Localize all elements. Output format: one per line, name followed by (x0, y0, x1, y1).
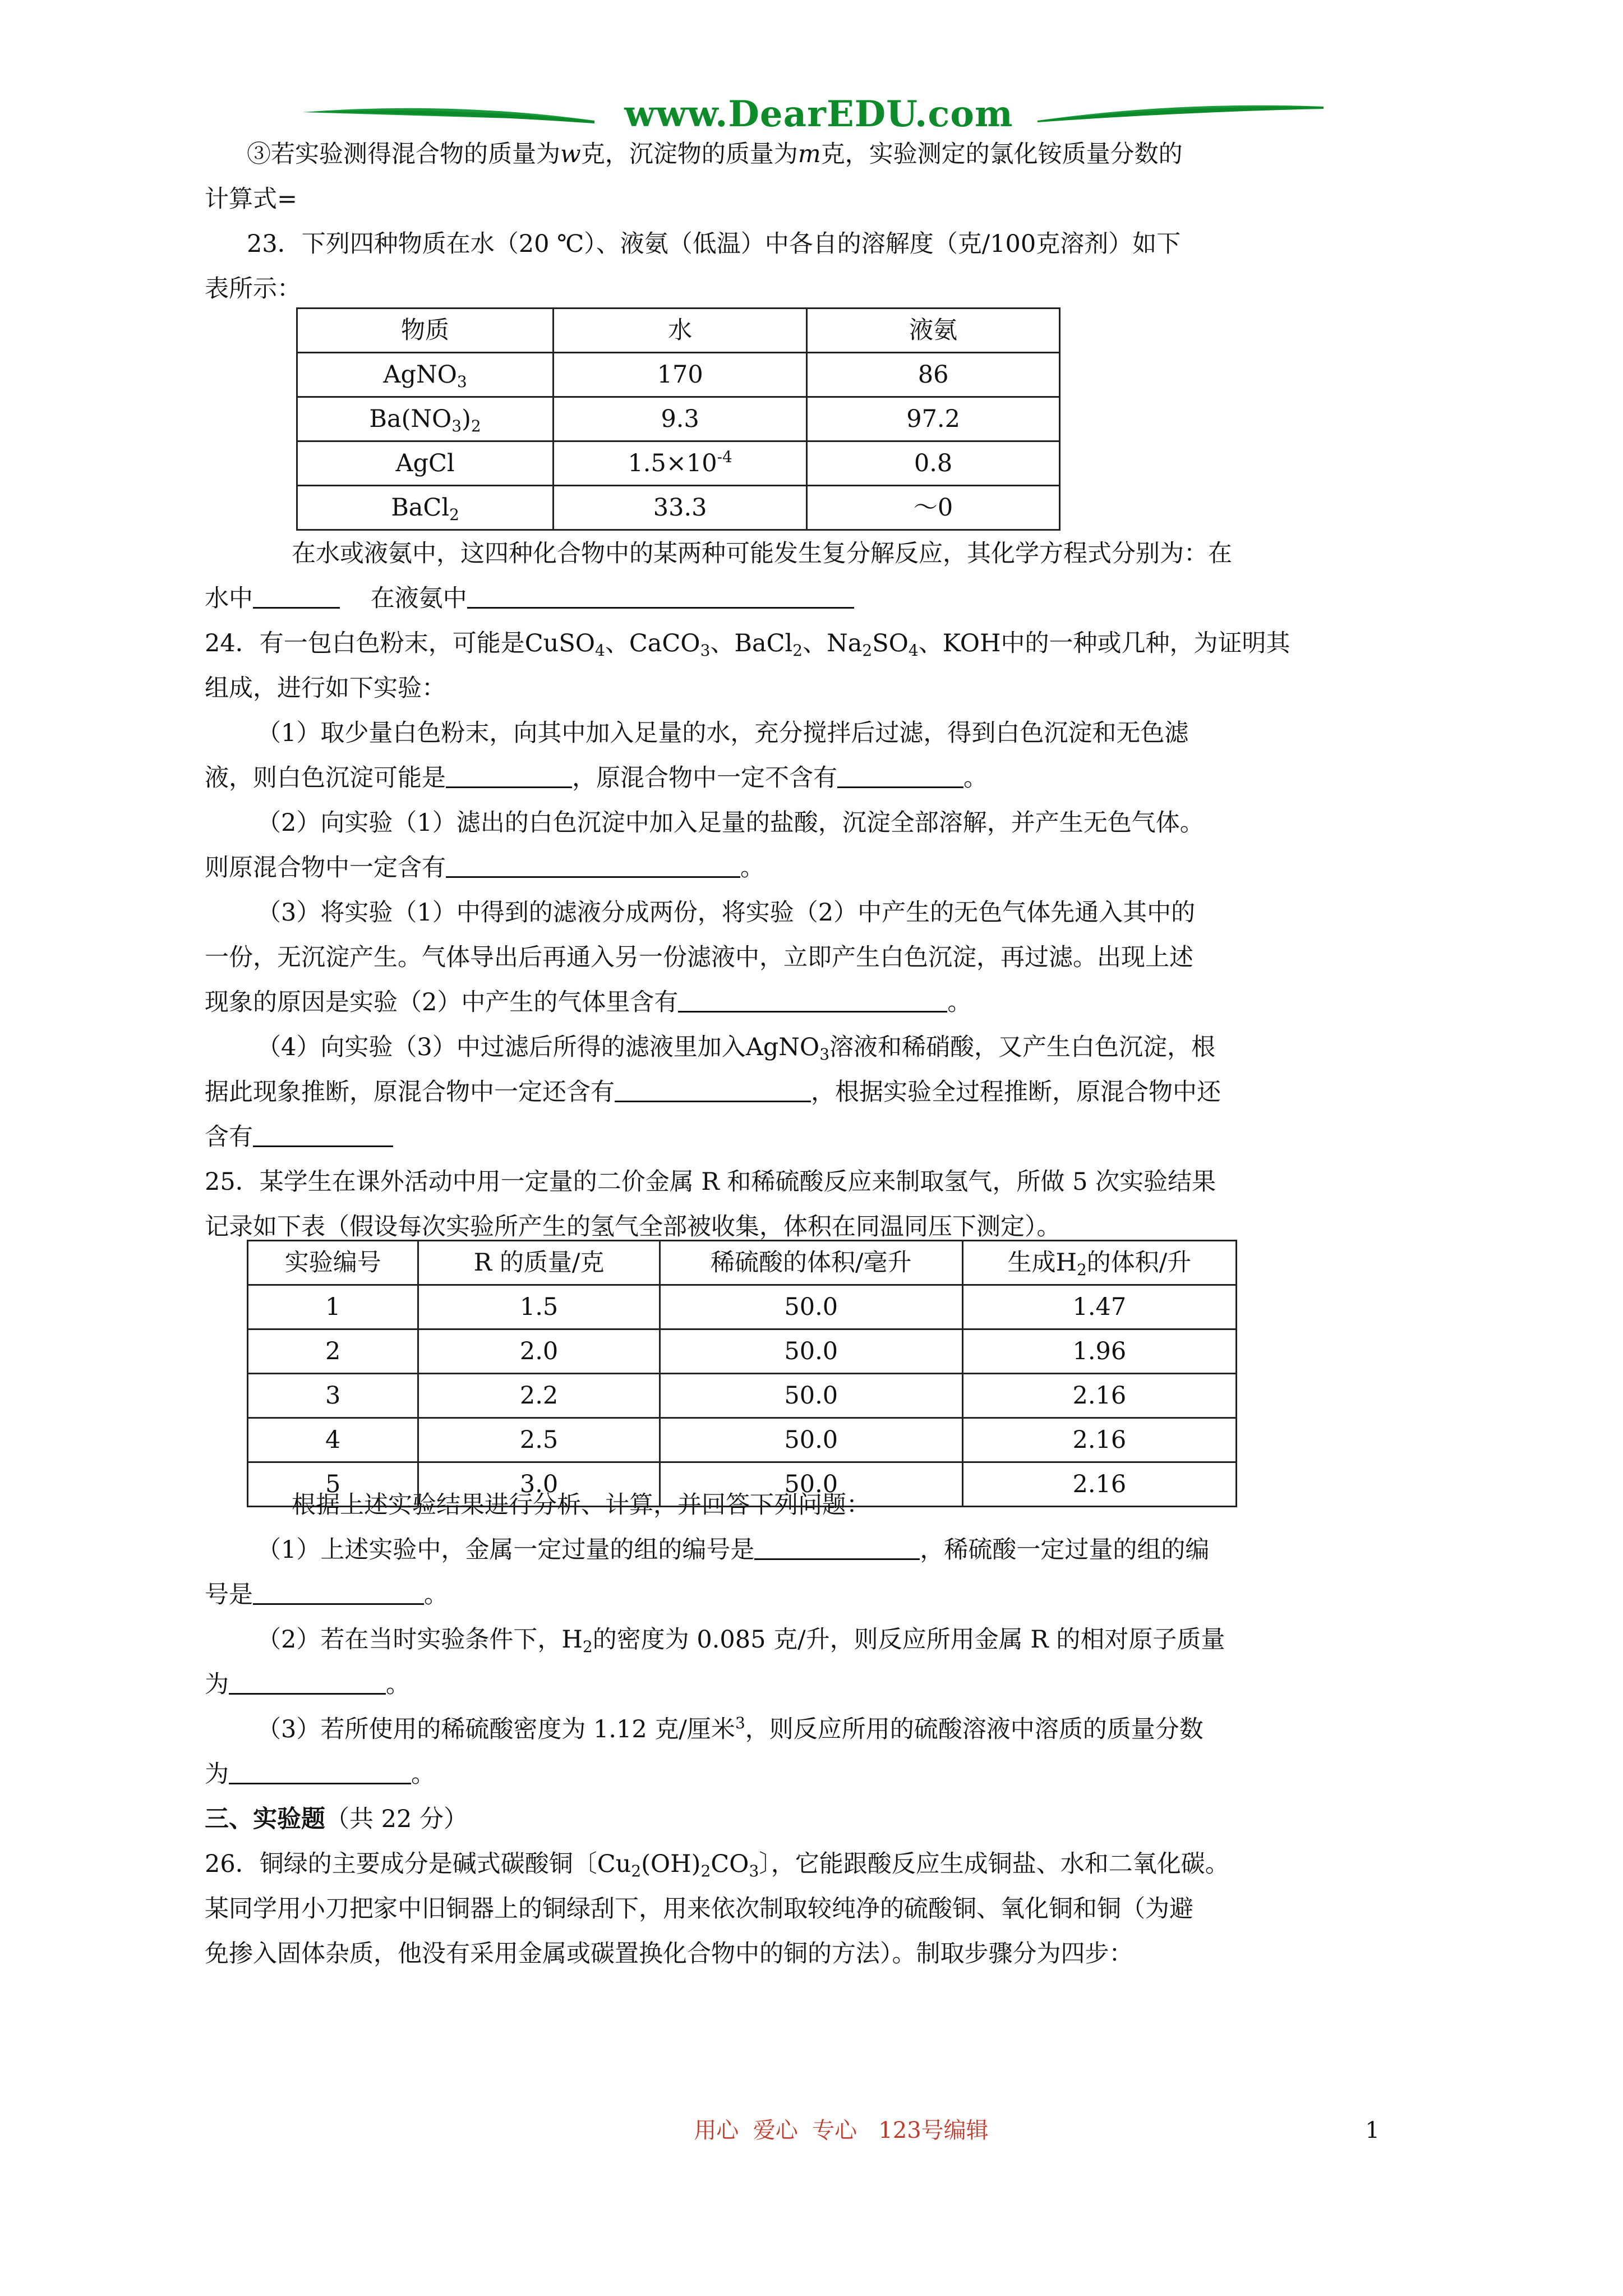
table-cell: 0.8 (807, 441, 1060, 486)
q24-p1-line1: （1）取少量白色粉末，向其中加入足量的水，充分搅拌后过滤，得到白色沉淀和无色滤 (257, 719, 1189, 747)
table-row (297, 353, 1060, 397)
section-heading-experiments: 三、实验题（共 22 分） (205, 1805, 468, 1833)
table-cell: 50.0 (660, 1285, 962, 1329)
table-cell-substance: AgCl (297, 441, 554, 486)
table-header-cell: 生成$H_2$的体积/升 (962, 1241, 1236, 1285)
table-header-cell: 稀硫酸的体积/毫升 (660, 1241, 962, 1285)
q24-p3-line2: 一份，无沉淀产生。气体导出后再通入另一份滤液中，立即产生白色沉淀，再过滤。出现上述 (205, 944, 1193, 972)
q23-intro-line2: 表所示： (205, 275, 301, 303)
q24-p3-line3: 现象的原因是实验（2）中产生的气体里含有 。 (205, 988, 972, 1016)
q25-after: 根据上述实验结果进行分析、计算，并回答下列问题： (292, 1491, 870, 1519)
table-row (297, 486, 1060, 530)
table-cell: 33.3 (554, 486, 807, 530)
table-row (297, 397, 1060, 441)
table-header-cell: 物质 (297, 309, 554, 353)
table-cell: 9.3 (554, 397, 807, 441)
q26-line3: 免掺入固体杂质，他没有采用金属或碳置换化合物中的铜的方法）。制取步骤分为四步： (205, 1940, 1133, 1968)
q24-line1: 24．有一包白色粉末，可能是CuSO$_4$、CaCO$_3$、BaCl$_2$、$Na_2SO_4$、KOH中的一种或几种，为证明其 (205, 629, 1290, 660)
answer-blank[interactable] (253, 1581, 424, 1605)
table-cell: 1.47 (962, 1285, 1236, 1329)
table-row (248, 1329, 1237, 1374)
table-cell: 2.5 (418, 1418, 660, 1462)
q25-p3-line2: 为 。 (205, 1760, 435, 1788)
table-header-row (297, 309, 1060, 353)
table-header-cell: R 的质量/克 (418, 1241, 660, 1285)
answer-blank[interactable] (837, 764, 963, 788)
answer-blank[interactable] (253, 1123, 393, 1147)
table-cell: 4 (248, 1418, 418, 1462)
answer-blank[interactable] (678, 988, 947, 1013)
q24-p2-line2: 则原混合物中一定含有 。 (205, 854, 764, 882)
table-cell: 170 (554, 353, 807, 397)
table-cell: 1.5 (418, 1285, 660, 1329)
q24-line2: 组成，进行如下实验： (205, 674, 446, 702)
q24-p3-line1: （3）将实验（1）中得到的滤液分成两份，将实验（2）中产生的无色气体先通入其中的 (257, 899, 1196, 927)
table-row (297, 441, 1060, 486)
table-cell: 2.16 (962, 1462, 1236, 1507)
table-cell: 5 (248, 1462, 418, 1507)
q25-p1-line1: （1）上述实验中，金属一定过量的组的编号是 ，稀硫酸一定过量的组的编 (257, 1536, 1210, 1564)
answer-blank[interactable] (229, 1671, 386, 1695)
table-cell: 50.0 (660, 1374, 962, 1418)
q24-p4-line2: 据此现象推断，原混合物中一定还含有 ，根据实验全过程推断，原混合物中还 (205, 1078, 1221, 1106)
q23-intro-line1: 23．下列四种物质在水（20 ℃）、液氨（低温）中各自的溶解度（克/100克溶剂）如下 (247, 230, 1181, 258)
hydrogen-results-table (247, 1240, 1237, 1507)
table-row (248, 1418, 1237, 1462)
q25-line2: 记录如下表（假设每次实验所产生的氢气全部被收集，体积在同温同压下测定）。 (205, 1213, 1061, 1241)
table-row (248, 1374, 1237, 1418)
footer-text: 用心 爱心 专心 123号编辑 (694, 2118, 989, 2143)
table-cell: 2 (248, 1329, 418, 1374)
table-cell-substance: AgNO$_3$ (297, 353, 554, 397)
site-logo-text: www.DearEDU.com (624, 93, 1013, 135)
q23-after-line1: 在水或液氨中，这四种化合物中的某两种可能发生复分解反应，其化学方程式分别为：在 (292, 540, 1232, 568)
answer-blank[interactable] (615, 1078, 811, 1102)
table-cell: 3 (248, 1374, 418, 1418)
table-cell: 86 (807, 353, 1060, 397)
table-cell: 97.2 (807, 397, 1060, 441)
table-cell-substance: $Ba(NO_3)_2$ (297, 397, 554, 441)
answer-blank[interactable] (446, 854, 740, 878)
table-cell: 3.0 (418, 1462, 660, 1507)
table-cell: 50.0 (660, 1462, 962, 1507)
q22-part3-line2: 计算式= (205, 185, 298, 213)
q24-p4-line1: （4）向实验（3）中过滤后所得的滤液里加入AgNO$_3$溶液和稀硝酸，又产生白色沉淀，根 (257, 1033, 1216, 1064)
table-cell-substance: BaCl$_2$ (297, 486, 554, 530)
table-cell: 1.96 (962, 1329, 1236, 1374)
q25-line1: 25．某学生在课外活动中用一定量的二价金属 R 和稀硫酸反应来制取氢气，所做 5 次实验结果 (205, 1168, 1216, 1196)
answer-blank-ammonia[interactable] (467, 585, 854, 609)
q25-p2-line2: 为 。 (205, 1671, 410, 1699)
table-cell: 2.16 (962, 1374, 1236, 1418)
answer-blank[interactable] (754, 1536, 920, 1560)
page-number: 1 (1365, 2118, 1380, 2143)
q26-line2: 某同学用小刀把家中旧铜器上的铜绿刮下，用来依次制取较纯净的硫酸铜、氧化铜和铜（为避 (205, 1895, 1193, 1923)
table-cell: 2.0 (418, 1329, 660, 1374)
table-row (248, 1285, 1237, 1329)
q23-after-line2: 水中 在液氨中 (205, 576, 1410, 621)
table-cell: ～0 (807, 486, 1060, 530)
table-cell: 2.16 (962, 1418, 1236, 1462)
table-header-cell: 实验编号 (248, 1241, 418, 1285)
q22-part3-line1: ③若实验测得混合物的质量为w克，沉淀物的质量为m克，实验测定的氯化铵质量分数的 (247, 140, 1183, 168)
q26-line1: 26．铜绿的主要成分是碱式碳酸铜〔$Cu_2(OH)_2CO_3$〕，它能跟酸反应生成铜盐、水和二氧化碳。 (205, 1850, 1229, 1880)
answer-blank-water[interactable] (253, 585, 340, 609)
table-header-row (248, 1241, 1237, 1285)
table-cell: 50.0 (660, 1418, 962, 1462)
q24-p2-line1: （2）向实验（1）滤出的白色沉淀中加入足量的盐酸，沉淀全部溶解，并产生无色气体。 (257, 809, 1204, 837)
q24-p1-line2: 液，则白色沉淀可能是 ，原混合物中一定不含有 。 (205, 764, 988, 792)
q25-p2-line1: （2）若在当时实验条件下，$H_2$的密度为 0.085 克/升，则反应所用金属 R 的相对原子质量 (257, 1626, 1225, 1656)
q24-p4-line3: 含有 (205, 1115, 1410, 1159)
table-header-cell: 液氨 (807, 309, 1060, 353)
table-cell: $1.5\times 10^{-4}$ (554, 441, 807, 486)
table-cell: 1 (248, 1285, 418, 1329)
table-cell: 2.2 (418, 1374, 660, 1418)
q25-p1-line2: 号是 。 (205, 1581, 448, 1609)
answer-blank[interactable] (229, 1760, 411, 1784)
table-header-cell: 水 (554, 309, 807, 353)
solubility-table (296, 307, 1061, 531)
answer-blank[interactable] (446, 764, 572, 788)
table-cell: 50.0 (660, 1329, 962, 1374)
q25-p3-line1: （3）若所使用的稀硫酸密度为 1.12 克/厘米$^3$，则反应所用的硫酸溶液中溶质的质量分数 (257, 1714, 1204, 1743)
